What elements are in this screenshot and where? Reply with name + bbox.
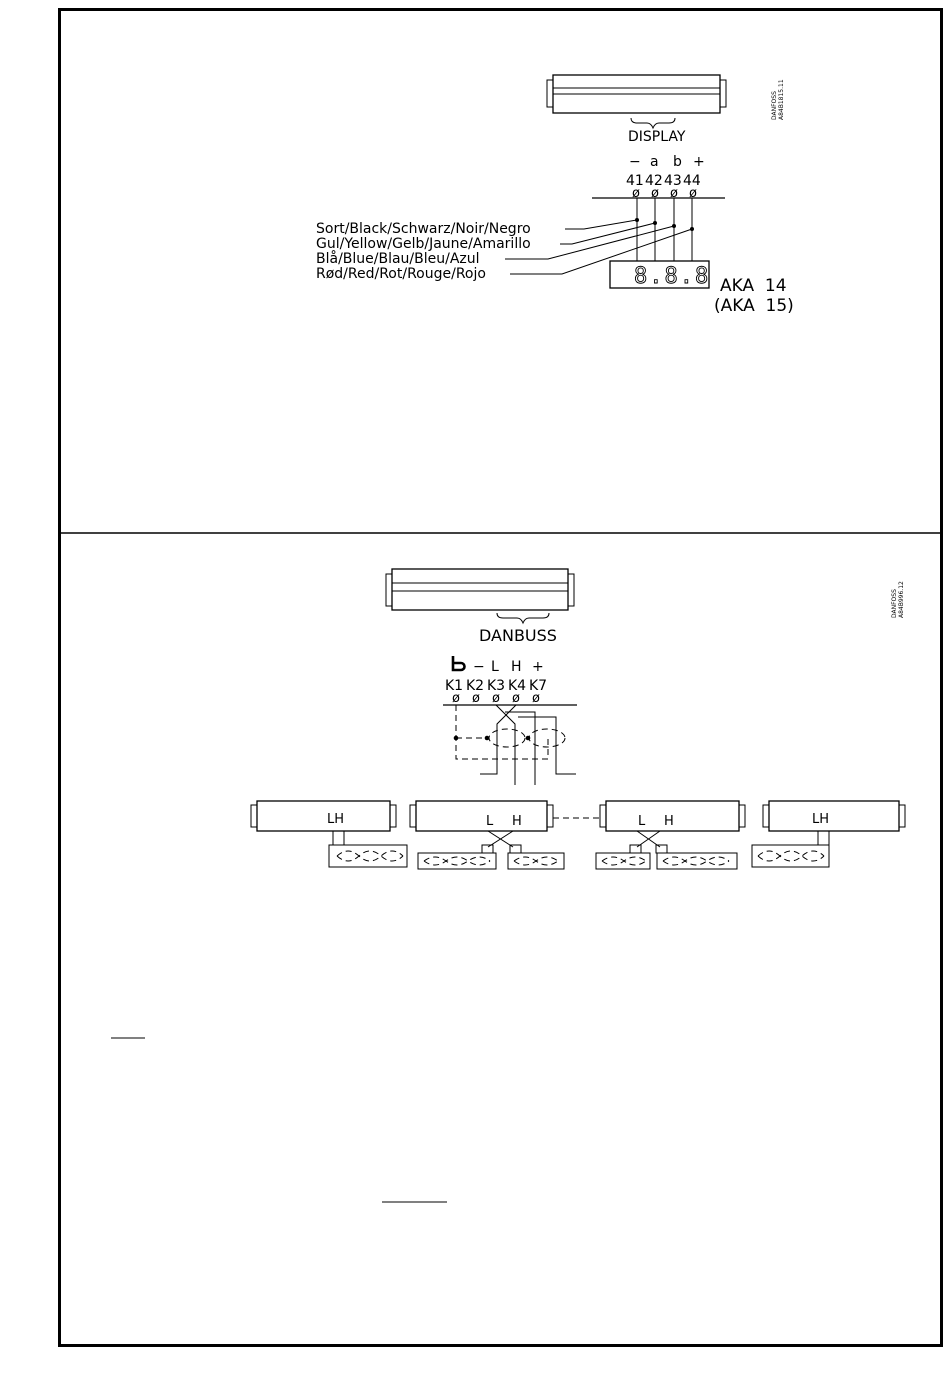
terminal-mark: ø bbox=[689, 186, 697, 201]
terminal-k3: K3 bbox=[487, 678, 506, 694]
terminal-k4: K4 bbox=[508, 678, 527, 694]
node-label-l: L bbox=[638, 814, 646, 829]
top-diagram bbox=[316, 75, 794, 316]
node-label-lh: LH bbox=[327, 812, 345, 827]
node-label-h: H bbox=[512, 814, 522, 829]
terminal-43: 43 bbox=[664, 173, 682, 189]
terminal-sign-plus: + bbox=[693, 154, 705, 170]
shield-ground-icon bbox=[453, 656, 465, 670]
terminal-42: 42 bbox=[645, 173, 663, 189]
node-label-l: L bbox=[486, 814, 494, 829]
bus-sign-minus: − bbox=[473, 659, 485, 675]
wire-label-blue: Blå/Blue/Blau/Bleu/Azul bbox=[316, 251, 480, 267]
terminal-k2: K2 bbox=[466, 678, 485, 694]
terminal-44: 44 bbox=[683, 173, 701, 189]
terminal-sign-b: b bbox=[673, 154, 682, 170]
drawing-code-bottom: DANFOSS A84B996.12 bbox=[891, 581, 905, 618]
bus-node-3 bbox=[596, 801, 745, 869]
terminal-mark: ø bbox=[651, 186, 659, 201]
bus-sign-l: L bbox=[491, 659, 499, 675]
terminal-mark: ø bbox=[452, 691, 460, 706]
terminal-k1: K1 bbox=[445, 678, 464, 694]
node-label-h: H bbox=[664, 814, 674, 829]
terminal-41: 41 bbox=[626, 173, 644, 189]
controller-unit bbox=[547, 75, 726, 113]
segment-display: 8.8.8 bbox=[634, 264, 711, 289]
wire-label-black: Sort/Black/Schwarz/Noir/Negro bbox=[316, 221, 531, 237]
wire-label-yellow: Gul/Yellow/Gelb/Jaune/Amarillo bbox=[316, 236, 531, 252]
bus-sign-h: H bbox=[511, 659, 522, 675]
display-brace bbox=[631, 118, 675, 128]
controller-unit bbox=[386, 569, 574, 610]
bottom-diagram bbox=[251, 569, 905, 869]
device-name: AKA 14 bbox=[720, 276, 787, 296]
terminal-mark: ø bbox=[512, 691, 520, 706]
bus-sign-plus: + bbox=[532, 659, 544, 675]
node-label-lh: LH bbox=[812, 812, 830, 827]
terminal-mark: ø bbox=[492, 691, 500, 706]
bus-node-2 bbox=[410, 801, 564, 869]
display-label: DISPLAY bbox=[628, 129, 686, 145]
terminal-sign-minus: − bbox=[629, 154, 641, 170]
terminal-sign-a: a bbox=[650, 154, 659, 170]
terminal-mark: ø bbox=[472, 691, 480, 706]
terminal-mark: ø bbox=[532, 691, 540, 706]
danbuss-brace bbox=[497, 613, 549, 623]
bus-node-1 bbox=[251, 801, 407, 867]
wire-label-red: Rød/Red/Rot/Rouge/Rojo bbox=[316, 266, 486, 282]
drawing-code-top: DANFOSS A84B1815.11 bbox=[771, 79, 785, 120]
bus-node-4 bbox=[752, 801, 905, 867]
terminal-k7: K7 bbox=[529, 678, 548, 694]
device-alt-name: (AKA 15) bbox=[714, 296, 794, 316]
terminal-mark: ø bbox=[670, 186, 678, 201]
danbuss-label: DANBUSS bbox=[479, 626, 557, 645]
terminal-mark: ø bbox=[632, 186, 640, 201]
